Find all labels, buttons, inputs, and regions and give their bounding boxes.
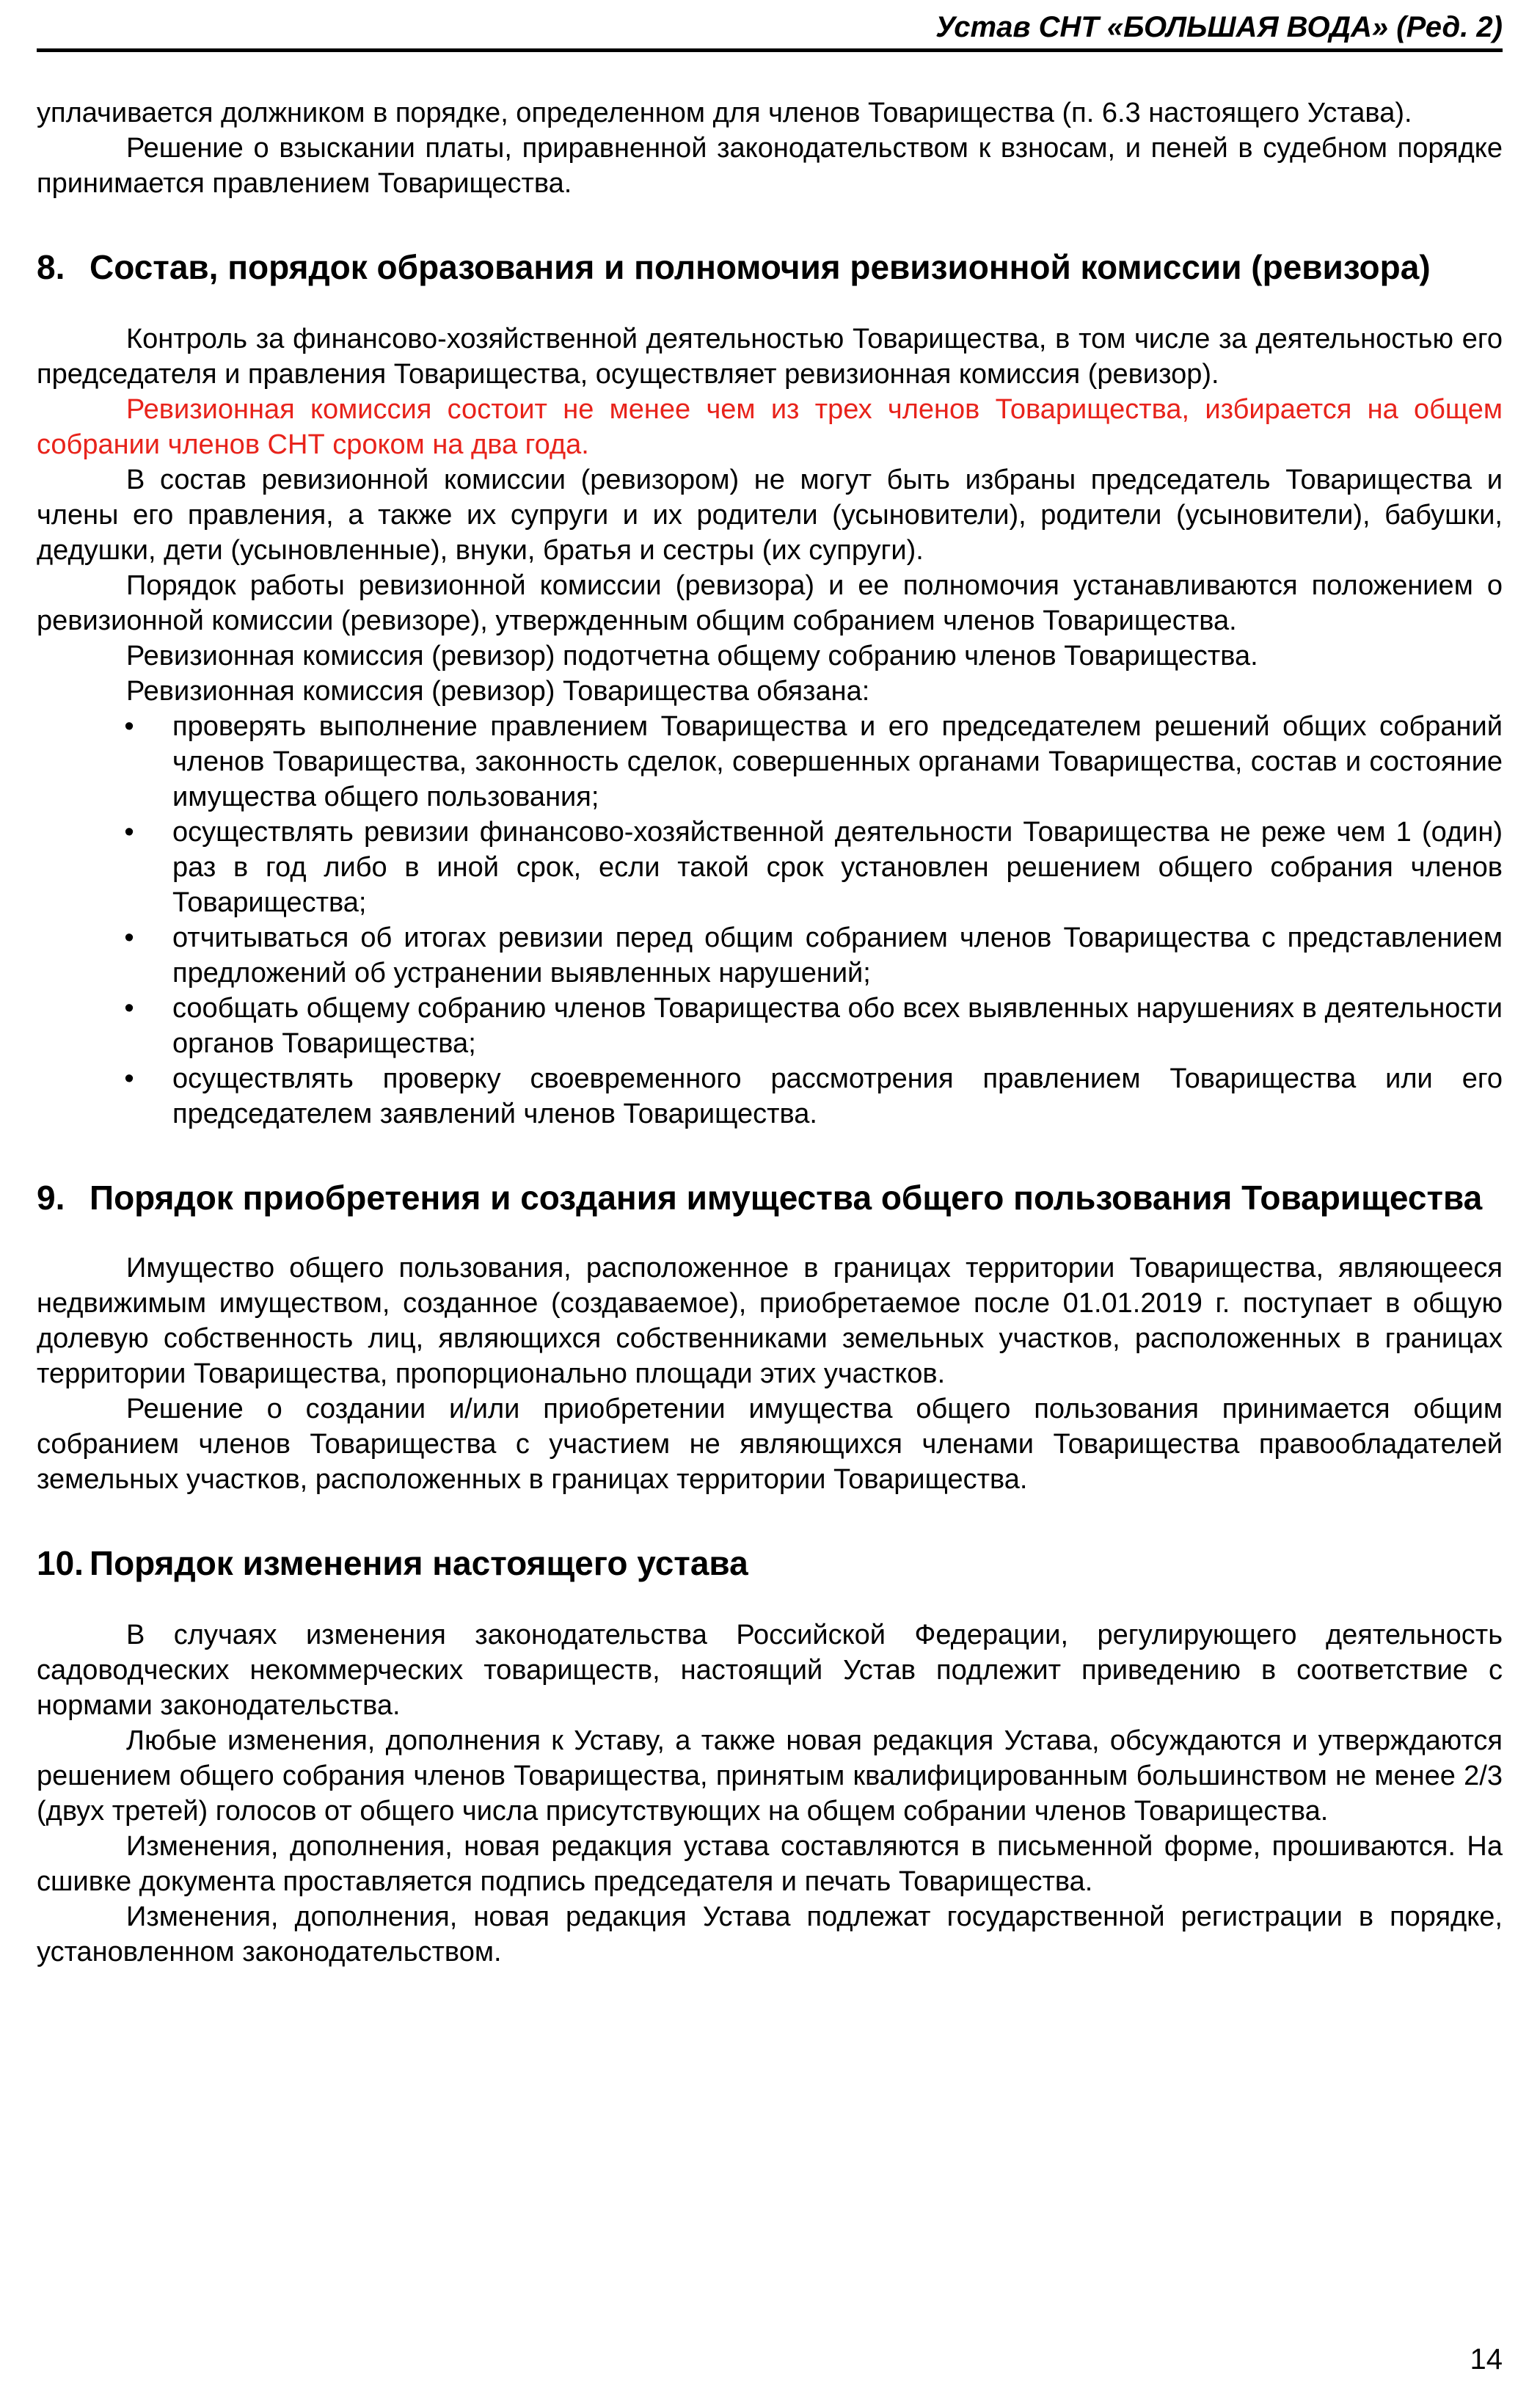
paragraph: Контроль за финансово-хозяйственной деятельностью Товарищества, в том числе за деятельностью его председателя и правления Товарищества, осуществляет ревизионная комиссия (ревизор). xyxy=(37,324,1503,390)
list-item-text: проверять выполнение правлением Товарищества и его председателем решений общих собраний членов Товарищества, законность сделок, совершенных органами Товарищества, состав и состояние имущества общего пользования; xyxy=(172,711,1503,812)
bullet-icon: • xyxy=(124,993,134,1024)
section-heading-9 xyxy=(37,1177,1503,1218)
bullet-icon: • xyxy=(124,922,134,953)
duties-list xyxy=(37,709,1503,1132)
paragraph: Решение о взыскании платы, приравненной законодательством к взносам, и пеней в судебном порядке принимается правлением Товарищества. xyxy=(37,133,1503,199)
section-title: Порядок приобретения и создания имущества общего пользования Товарищества xyxy=(90,1179,1483,1217)
list-item xyxy=(37,920,1503,991)
bullet-icon: • xyxy=(124,711,134,742)
bullet-icon: • xyxy=(124,1063,134,1094)
section-number: 10. xyxy=(37,1544,84,1582)
section-title: Состав, порядок образования и полномочия ревизионной комиссии (ревизора) xyxy=(90,248,1431,286)
highlighted-paragraph: Ревизионная комиссия состоит не менее чем из трех членов Товарищества, избирается на общем собрании членов СНТ сроком на два года. xyxy=(37,394,1503,460)
section-number: 9. xyxy=(37,1179,65,1217)
paragraph: Порядок работы ревизионной комиссии (ревизора) и ее полномочия устанавливаются положением о ревизионной комиссии (ревизоре), утвержденным общим собранием членов Товарищества. xyxy=(37,570,1503,636)
list-item-text: осуществлять ревизии финансово-хозяйственной деятельности Товарищества не реже чем 1 (один) раз в год либо в иной срок, если такой срок установлен решением общего собрания членов Товарищества; xyxy=(172,817,1503,918)
section-title: Порядок изменения настоящего устава xyxy=(90,1544,748,1582)
paragraph: Ревизионная комиссия (ревизор) Товарищества обязана: xyxy=(126,676,870,707)
list-item xyxy=(37,991,1503,1061)
list-item-text: отчитываться об итогах ревизии перед общим собранием членов Товарищества с представлением предложений об устранении выявленных нарушений; xyxy=(172,922,1503,989)
header-rule xyxy=(37,48,1503,52)
paragraph: Решение о создании и/или приобретении имущества общего пользования принимается общим собранием членов Товарищества с участием не являющихся членами Товарищества правообладателей земельных участков, расположенных в границах территории Товарищества. xyxy=(37,1394,1503,1495)
section-number: 8. xyxy=(37,248,65,286)
list-item-text: сообщать общему собранию членов Товарищества обо всех выявленных нарушениях в деятельности органов Товарищества; xyxy=(172,993,1503,1059)
section-heading-10 xyxy=(37,1543,1503,1584)
paragraph: Изменения, дополнения, новая редакция Устава подлежат государственной регистрации в порядке, установленном законодательством. xyxy=(37,1901,1503,1967)
running-header: Устав СНТ «БОЛЬШАЯ ВОДА» (Ред. 2) xyxy=(935,11,1503,43)
page-number: 14 xyxy=(1470,2343,1503,2376)
paragraph: В состав ревизионной комиссии (ревизором) не могут быть избраны председатель Товарищества и члены его правления, а также их супруги и их родители (усыновители), родители (усыновители), бабушки, дедушки, дети (усыновленные), внуки, братья и сестры (их супруги). xyxy=(37,465,1503,566)
paragraph: Любые изменения, дополнения к Уставу, а также новая редакция Устава, обсуждаются и утверждаются решением общего собрания членов Товарищества, принятым квалифицированным большинством не менее 2/3 (двух третей) голосов от общего числа присутствующих на общем собрании членов Товарищества. xyxy=(37,1725,1503,1827)
document-body xyxy=(37,95,1503,1970)
list-item-text: осуществлять проверку своевременного рассмотрения правлением Товарищества или его председателем заявлений членов Товарищества. xyxy=(172,1063,1503,1129)
paragraph: Имущество общего пользования, расположенное в границах территории Товарищества, являющееся недвижимым имуществом, созданное (создаваемое), приобретаемое после 01.01.2019 г. поступает в общую долевую собственность лиц, являющихся собственниками земельных участков, расположенных в границах территории Товарищества, пропорционально площади этих участков. xyxy=(37,1253,1503,1389)
paragraph: уплачивается должником в порядке, определенном для членов Товарищества (п. 6.3 настоящего Устава). xyxy=(37,98,1412,128)
paragraph: В случаях изменения законодательства Российской Федерации, регулирующего деятельность садоводческих некоммерческих товариществ, настоящий Устав подлежит приведению в соответствие с нормами законодательства. xyxy=(37,1620,1503,1721)
bullet-icon: • xyxy=(124,817,134,848)
list-item xyxy=(37,709,1503,815)
section-heading-8 xyxy=(37,247,1503,288)
list-item xyxy=(37,1061,1503,1132)
paragraph: Изменения, дополнения, новая редакция устава составляются в письменной форме, прошиваются. На сшивке документа проставляется подпись председателя и печать Товарищества. xyxy=(37,1831,1503,1897)
paragraph: Ревизионная комиссия (ревизор) подотчетна общему собранию членов Товарищества. xyxy=(126,641,1258,671)
list-item xyxy=(37,815,1503,920)
